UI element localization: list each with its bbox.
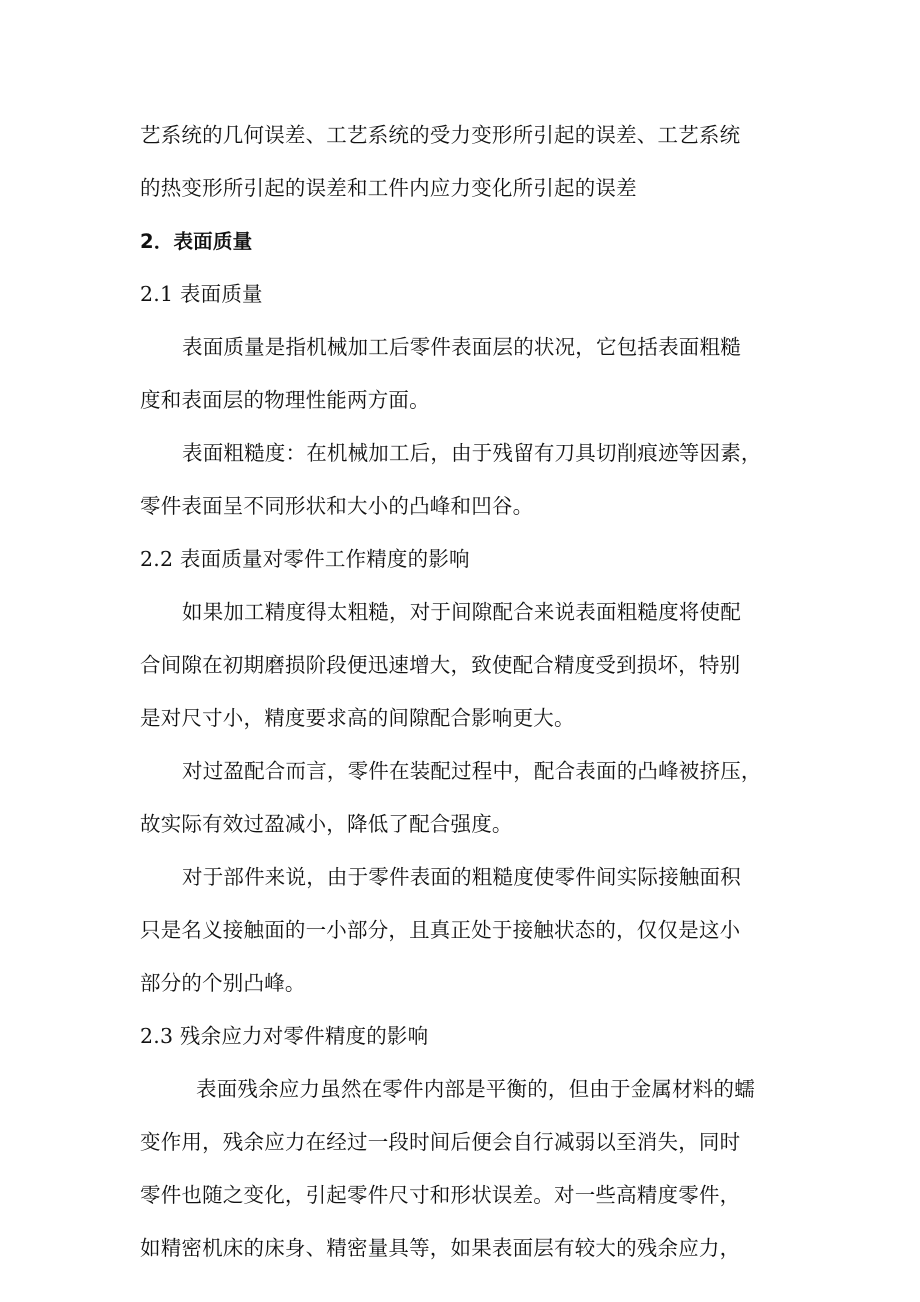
- paragraph-line: 变作用，残余应力在经过一段时间后便会自行减弱以至消失，同时: [140, 1130, 741, 1154]
- paragraph-line: 表面质量是指机械加工后零件表面层的状况，它包括表面粗糙: [182, 335, 741, 359]
- paragraph-line: 对于部件来说，由于零件表面的粗糙度使零件间实际接触面积: [182, 865, 741, 889]
- paragraph-line: 度和表面层的物理性能两方面。: [140, 388, 430, 412]
- paragraph-line: 表面残余应力虽然在零件内部是平衡的，但由于金属材料的蠕: [196, 1077, 755, 1101]
- subsection-heading: 2.2 表面质量对零件工作精度的影响: [140, 547, 470, 571]
- subsection-heading: 2.1 表面质量: [140, 282, 263, 306]
- paragraph-line: 的热变形所引起的误差和工件内应力变化所引起的误差: [140, 176, 637, 200]
- paragraph-line: 部分的个别凸峰。: [140, 971, 306, 995]
- paragraph-line: 合间隙在初期磨损阶段便迅速增大，致使配合精度受到损坏，特别: [140, 653, 741, 677]
- paragraph-line: 对过盈配合而言，零件在装配过程中，配合表面的凸峰被挤压，: [182, 759, 762, 783]
- paragraph-line: 如果加工精度得太粗糙，对于间隙配合来说表面粗糙度将使配: [182, 600, 741, 624]
- paragraph-line: 故实际有效过盈减小，降低了配合强度。: [140, 812, 513, 836]
- paragraph-line: 艺系统的几何误差、工艺系统的受力变形所引起的误差、工艺系统: [140, 123, 741, 147]
- paragraph-line: 只是名义接触面的一小部分，且真正处于接触状态的，仅仅是这小: [140, 918, 741, 942]
- paragraph-line: 零件也随之变化，引起零件尺寸和形状误差。对一些高精度零件，: [140, 1183, 741, 1207]
- paragraph-line: 表面粗糙度：在机械加工后，由于残留有刀具切削痕迹等因素，: [182, 441, 762, 465]
- paragraph-line: 如精密机床的床身、精密量具等，如果表面层有较大的残余应力，: [140, 1236, 741, 1260]
- paragraph-line: 是对尺寸小，精度要求高的间隙配合影响更大。: [140, 706, 575, 730]
- paragraph-line: 零件表面呈不同形状和大小的凸峰和凹谷。: [140, 494, 534, 518]
- subsection-heading: 2.3 残余应力对零件精度的影响: [140, 1024, 429, 1048]
- document-body: [140, 118, 780, 1266]
- section-heading: 2．表面质量: [140, 230, 253, 253]
